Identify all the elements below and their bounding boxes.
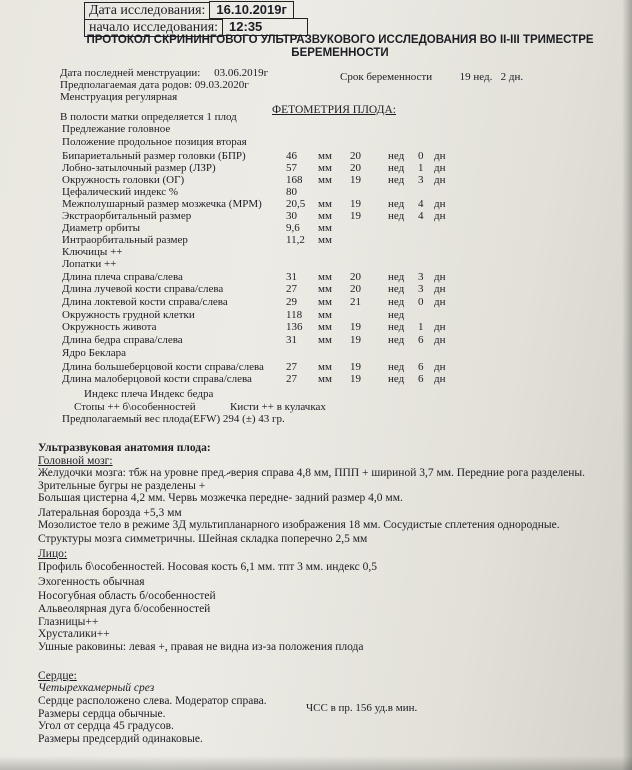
cell-weeks: 19 <box>350 198 361 210</box>
cell-dlab: дн <box>434 271 446 283</box>
fetometry-heading: ФЕТОМЕТРИЯ ПЛОДА: <box>272 104 396 116</box>
cell-days: 4 <box>418 198 424 210</box>
cell-value: 168 <box>286 174 303 186</box>
ga-line <box>340 71 523 84</box>
cell-days: 3 <box>418 271 424 283</box>
heart-line: Четырехкамерный срез <box>38 682 155 694</box>
heart-line: Угол от сердца 45 градусов. <box>38 720 174 732</box>
brain-line: Мозолистое тело в режиме 3Д мультипланарного изображения 18 мм. Сосудистые сплетения однородные. <box>38 519 560 531</box>
heart-line: Размеры предсердий одинаковые. <box>38 733 203 745</box>
brain-line: Желудочки мозга: тбж на уровне предދверия справа 4,8 мм, ППП + шириной 3,7 мм. Передние рога разделены. <box>38 467 585 479</box>
cell-wlab: нед <box>388 150 405 162</box>
doc-title-line2: БЕРЕМЕННОСТИ <box>291 47 389 59</box>
face-line: Носогубная область б/особенностей <box>38 590 216 602</box>
cell-wlab: нед <box>388 162 405 174</box>
cell-unit: мм <box>318 174 332 186</box>
cell-dlab: дн <box>434 210 446 222</box>
bottom-shadow <box>0 756 632 770</box>
cell-name: Бипариетальный размер головки (БПР) <box>62 150 246 162</box>
cell-days: 1 <box>418 321 424 333</box>
intro-line-1: В полости матки определяется 1 плод <box>60 111 237 123</box>
cell-weeks: 20 <box>350 150 361 162</box>
date-value: 16.10.2019г <box>209 1 293 19</box>
feet-line: Стопы ++ б\особенностей <box>74 401 196 413</box>
cell-value: 31 <box>286 271 297 283</box>
cell-unit: мм <box>318 334 332 346</box>
anatomy-heading: Ультразвуковая анатомия плода: <box>38 442 211 454</box>
cell-days: 6 <box>418 361 424 373</box>
cell-value: 29 <box>286 296 297 308</box>
due-value: 09.03.2020г <box>194 79 249 91</box>
cell-dlab: дн <box>434 150 446 162</box>
heart-rate-line: ЧСС в пр. 156 уд.в мин. <box>306 702 418 714</box>
cell-wlab: нед <box>388 321 405 333</box>
cell-wlab: нед <box>388 296 405 308</box>
cell-wlab: нед <box>388 271 405 283</box>
cell-dlab: дн <box>434 198 446 210</box>
cell-name: Длина лучевой кости справа/слева <box>62 283 224 295</box>
cell-days: 0 <box>418 296 424 308</box>
cell-name: Цефалический индекс % <box>62 186 178 198</box>
cell-weeks: 19 <box>350 373 361 385</box>
cell-weeks: 20 <box>350 162 361 174</box>
cell-value: 27 <box>286 283 297 295</box>
cell-dlab: дн <box>434 361 446 373</box>
face-line: Эхогенность обычная <box>38 576 145 588</box>
cell-weeks: 19 <box>350 321 361 333</box>
brain-line: Структуры мозга симметричны. Шейная складка поперечно 2,5 мм <box>38 533 368 545</box>
intro-line-2: Предлежание головное <box>62 123 171 135</box>
face-line: Хрусталики++ <box>38 628 110 640</box>
cell-weeks: 20 <box>350 271 361 283</box>
face-line: Глазницы++ <box>38 616 99 628</box>
cell-weeks: 21 <box>350 296 361 308</box>
cell-name: Лопатки ++ <box>62 258 117 270</box>
heart-heading: Сердце: <box>38 670 77 682</box>
cell-dlab: дн <box>434 296 446 308</box>
cell-weeks: 20 <box>350 283 361 295</box>
cell-value: 27 <box>286 373 297 385</box>
cell-value: 136 <box>286 321 303 333</box>
cell-unit: мм <box>318 361 332 373</box>
cell-value: 11,2 <box>286 234 305 246</box>
heart-line: Размеры сердца обычные. <box>38 708 166 720</box>
cell-weeks: 19 <box>350 174 361 186</box>
lmp-value: 03.06.2019г <box>214 67 269 79</box>
index-line: Индекс плеча Индекс бедра <box>84 388 214 400</box>
cell-weeks: 19 <box>350 210 361 222</box>
cell-unit: мм <box>318 283 332 295</box>
cell-unit: мм <box>318 150 332 162</box>
cell-name: Длина локтевой кости справа/слева <box>62 296 228 308</box>
cell-days: 0 <box>418 150 424 162</box>
cell-dlab: дн <box>434 321 446 333</box>
brain-line: Зрительные бугры не разделены + <box>38 480 206 492</box>
brain-line: Большая цистерна 4,2 мм. Червь мозжечка передне- задний размер 4,0 мм. <box>38 492 403 504</box>
cell-value: 9,6 <box>286 222 300 234</box>
cell-days: 3 <box>418 283 424 295</box>
cell-days: 1 <box>418 162 424 174</box>
cell-name: Длина бедра справа/слева <box>62 334 183 346</box>
due-label: Предполагаемая дата родов: <box>60 79 193 91</box>
intro-line-3: Положение продольное позиция вторая <box>62 136 247 148</box>
cell-days: 6 <box>418 334 424 346</box>
face-line: Ушные раковины: левая +, правая не видна из-за положения плода <box>38 641 364 653</box>
cell-name: Длина большеберцовой кости справа/слева <box>62 361 264 373</box>
cell-unit: мм <box>318 198 332 210</box>
cell-days: 3 <box>418 174 424 186</box>
cell-dlab: дн <box>434 174 446 186</box>
cell-name: Длина малоберцовой кости справа/слева <box>62 373 252 385</box>
cell-name: Длина плеча справа/слева <box>62 271 183 283</box>
hands-line: Кисти ++ в кулачках <box>230 401 326 413</box>
face-line: Профиль б\особенностей. Носовая кость 6,1 мм. тпт 3 мм. индекс 0,5 <box>38 561 378 573</box>
cell-name: Окружность живота <box>62 321 157 333</box>
cell-wlab: нед <box>388 309 405 321</box>
menses-line: Менструация регулярная <box>60 91 178 103</box>
date-label: Дата исследования: <box>84 2 209 20</box>
cell-name: Окружность грудной клетки <box>62 309 195 321</box>
cell-value: 118 <box>286 309 303 321</box>
cell-weeks: 19 <box>350 361 361 373</box>
cell-name: Межполушарный размер мозжечка (МРМ) <box>62 198 262 210</box>
cell-name: Лобно-затылочный размер (ЛЗР) <box>62 162 216 174</box>
cell-name: Диаметр орбиты <box>62 222 140 234</box>
cell-wlab: нед <box>388 283 405 295</box>
start-value: 12:35 <box>222 18 308 36</box>
ga-weeks: 19 нед. <box>459 71 493 83</box>
cell-unit: мм <box>318 309 332 321</box>
cell-value: 80 <box>286 186 297 198</box>
cell-value: 20,5 <box>286 198 306 210</box>
cell-name: Ключицы ++ <box>62 246 123 258</box>
lmp-label: Дата последней менструации: <box>60 67 201 79</box>
cell-unit: мм <box>318 373 332 385</box>
brain-heading: Головной мозг: <box>38 455 113 467</box>
cell-name: Интраорбитальный размер <box>62 234 188 246</box>
cell-value: 27 <box>286 361 297 373</box>
cell-wlab: нед <box>388 210 405 222</box>
cell-weeks: 19 <box>350 334 361 346</box>
cell-unit: мм <box>318 296 332 308</box>
cell-wlab: нед <box>388 334 405 346</box>
cell-unit: мм <box>318 321 332 333</box>
cell-dlab: дн <box>434 162 446 174</box>
cell-unit: мм <box>318 210 332 222</box>
cell-wlab: нед <box>388 198 405 210</box>
cell-unit: мм <box>318 162 332 174</box>
cell-name: Ядро Беклара <box>62 347 126 359</box>
face-heading: Лицо: <box>38 548 68 560</box>
cell-dlab: дн <box>434 334 446 346</box>
paper-edge-shadow <box>622 0 632 770</box>
cell-name: Окружность головки (ОГ) <box>62 174 185 186</box>
cell-value: 31 <box>286 334 297 346</box>
cell-days: 6 <box>418 373 424 385</box>
heart-line: Сердце расположено слева. Модератор справа. <box>38 695 267 707</box>
start-label: начало исследования: <box>84 19 222 37</box>
face-line: Альвеолярная дуга б/особенностей <box>38 603 211 615</box>
cell-wlab: нед <box>388 174 405 186</box>
efw-line: Предполагаемый вес плода(EFW) 294 (±) 43 гр. <box>62 413 285 425</box>
cell-dlab: дн <box>434 283 446 295</box>
cell-name: Экстраорбитальный размер <box>62 210 192 222</box>
cell-unit: мм <box>318 234 332 246</box>
ga-days: 2 дн. <box>500 71 524 83</box>
cell-value: 46 <box>286 150 297 162</box>
cell-unit: мм <box>318 222 332 234</box>
cell-unit: мм <box>318 271 332 283</box>
cell-value: 30 <box>286 210 297 222</box>
cell-wlab: нед <box>388 361 405 373</box>
brain-line: Латеральная борозда +5,3 мм <box>38 507 182 519</box>
cell-dlab: дн <box>434 373 446 385</box>
cell-wlab: нед <box>388 373 405 385</box>
doc-title-line1: ПРОТОКОЛ СКРИНИНГОВОГО УЛЬТРАЗВУКОВОГО ИССЛЕДОВАНИЯ ВО II-III ТРИМЕСТРЕ <box>86 34 594 46</box>
ga-label: Срок беременности <box>340 71 433 83</box>
cell-days: 4 <box>418 210 424 222</box>
cell-value: 57 <box>286 162 297 174</box>
